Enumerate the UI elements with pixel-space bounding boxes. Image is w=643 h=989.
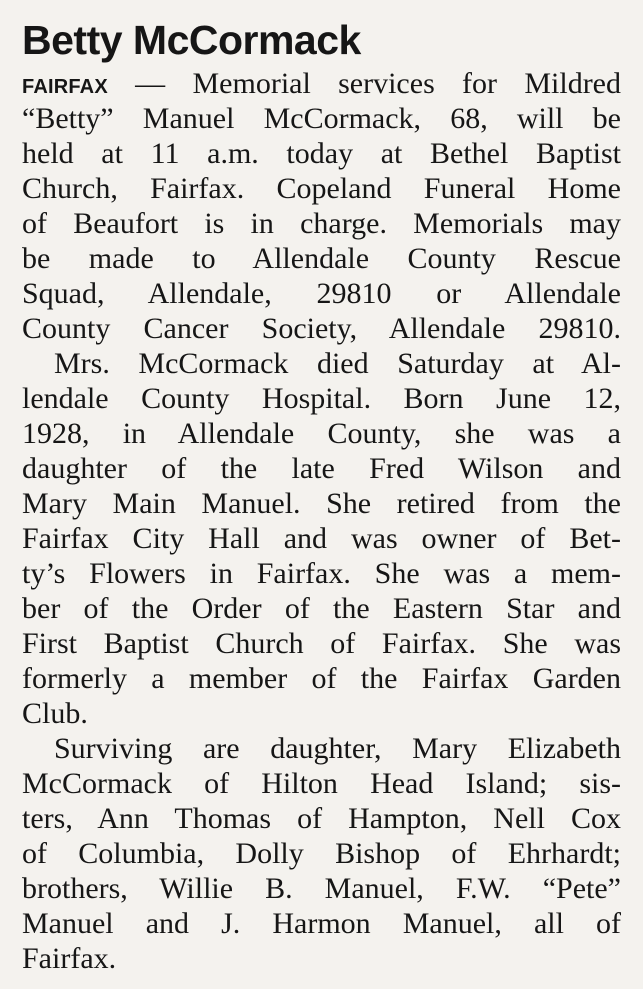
text-line-26: Fairfax. <box>22 942 117 975</box>
text-line-22: ters, Ann Thomas of Hampton, Nell Cox <box>22 802 621 835</box>
text-line-2: “Betty” Manuel McCormack, 68, will be <box>22 102 621 135</box>
text-line-4: Church, Fairfax. Copeland Funeral Home <box>22 172 621 205</box>
text-line-1 <box>22 66 621 101</box>
text-line-8: County Cancer Society, Allendale 29810. <box>22 312 621 345</box>
text-line-12: daughter of the late Fred Wilson and <box>22 452 621 485</box>
text-line-5: of Beaufort is in charge. Memorials may <box>22 207 621 240</box>
text-line-20: Surviving are daughter, Mary Elizabeth <box>54 732 621 765</box>
text-line-24: brothers, Willie B. Manuel, F.W. “Pete” <box>22 872 621 905</box>
text-line-10: lendale County Hospital. Born June 12, <box>22 382 621 415</box>
text-line-7: Squad, Allendale, 29810 or Allendale <box>22 277 621 310</box>
text-line-16: ber of the Order of the Eastern Star and <box>22 592 621 625</box>
text-line-6: be made to Allendale County Rescue <box>22 242 621 275</box>
text-line-18: formerly a member of the Fairfax Garden <box>22 662 621 695</box>
obituary-body <box>22 66 621 976</box>
text-line-14: Fairfax City Hall and was owner of Bet- <box>22 522 621 555</box>
text-line-1-content: Memorial services for Mildred <box>192 67 621 100</box>
text-line-11: 1928, in Allendale County, she was a <box>22 417 621 450</box>
text-line-13: Mary Main Manuel. She retired from the <box>22 487 621 520</box>
obituary-headline: Betty McCormack <box>22 17 361 63</box>
text-line-25: Manuel and J. Harmon Manuel, all of <box>22 907 621 940</box>
text-line-15: ty’s Flowers in Fairfax. She was a mem- <box>22 557 621 590</box>
dateline-dash: — <box>107 67 193 100</box>
dateline: FAIRFAX <box>22 76 108 98</box>
text-line-23: of Columbia, Dolly Bishop of Ehrhardt; <box>22 837 621 870</box>
text-line-3: held at 11 a.m. today at Bethel Baptist <box>22 137 621 170</box>
text-line-21: McCormack of Hilton Head Island; sis- <box>22 767 621 800</box>
text-line-17: First Baptist Church of Fairfax. She was <box>22 627 621 660</box>
text-line-19: Club. <box>22 697 88 730</box>
text-line-9: Mrs. McCormack died Saturday at Al- <box>54 347 621 380</box>
